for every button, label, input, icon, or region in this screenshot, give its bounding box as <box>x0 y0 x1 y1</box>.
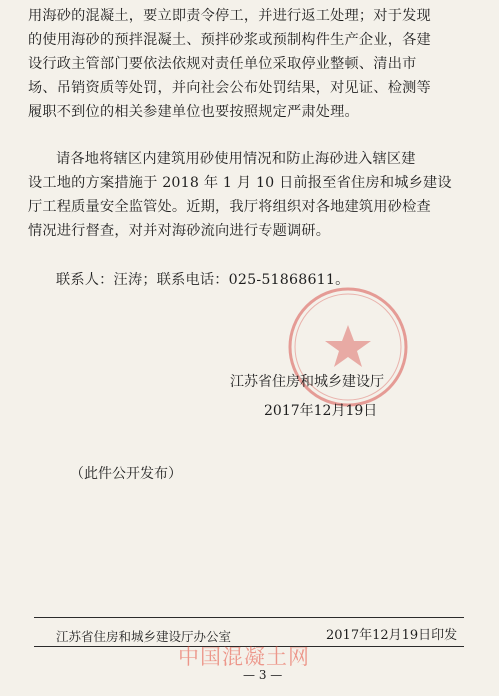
signature-date: 2017年12月19日 <box>264 403 378 419</box>
site-watermark: 中国混凝土网 <box>178 645 310 669</box>
page-number: — 3 — <box>243 668 283 682</box>
official-seal <box>284 283 412 411</box>
text-line: 用海砂的混凝土，要立即责令停工，并进行返工处理；对于发现 <box>28 8 431 24</box>
text-line: 的使用海砂的预拌混凝土、预拌砂浆或预制构件生产企业，各建 <box>28 32 431 48</box>
text-line: 情况进行督查，对并对海砂流向进行专题调研。 <box>28 223 331 239</box>
text-line: 设工地的方案措施于 2018 年 1 月 10 日前报至省住房和城乡建设 <box>28 175 452 191</box>
text-line: 设行政主管部门要依法依规对责任单位采取停业整顿、清出市 <box>28 56 417 72</box>
issuer-name: 江苏省住房和城乡建设厅 <box>230 374 384 390</box>
print-date: 2017年12月19日印发 <box>326 628 458 643</box>
footer-top-rule <box>34 617 464 618</box>
paragraph-2 <box>28 147 474 243</box>
text-line: 履职不到位的相关参建单位也要按照规定严肃处理。 <box>28 104 359 120</box>
contact-paragraph <box>28 268 474 292</box>
text-line: 厅工程质量安全监管处。近期，我厅将组织对各地建筑用砂检查 <box>28 199 431 215</box>
issuing-office: 江苏省住房和城乡建设厅办公室 <box>56 629 232 644</box>
text-line: 请各地将辖区内建筑用砂使用情况和防止海砂进入辖区建 <box>56 151 416 167</box>
contact-line: 联系人：汪涛；联系电话：025-51868611。 <box>56 272 350 288</box>
text-line: 场、吊销资质等处罚，并向社会公布处罚结果，对见证、检测等 <box>28 80 431 96</box>
public-release-note: （此件公开发布） <box>70 466 182 482</box>
paragraph-1 <box>28 4 474 124</box>
